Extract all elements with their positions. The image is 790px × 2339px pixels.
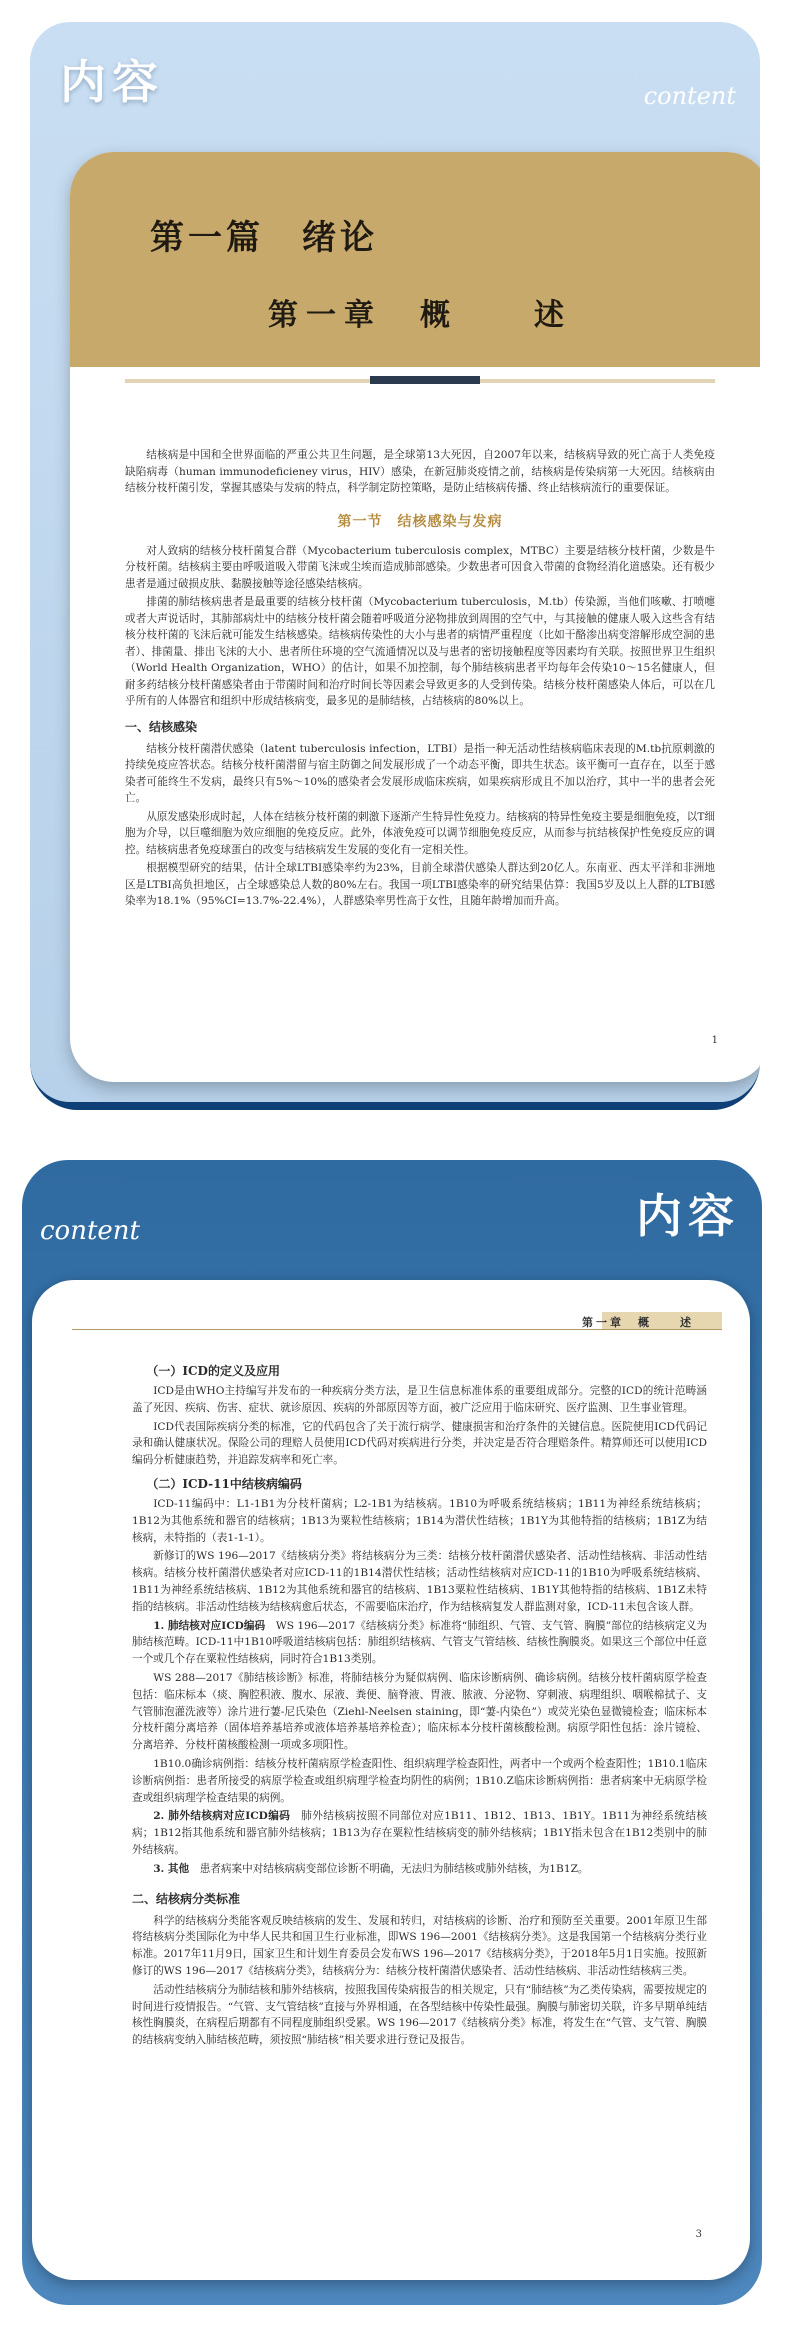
running-head [72,1312,722,1332]
paragraph: 从原发感染形成时起，人体在结核分枝杆菌的刺激下逐渐产生特异性免疫力。结核病的特异性免疫主要是细胞免疫，以T细胞为介导，以巨噬细胞为效应细胞的免疫反应。此外，体液免疫可以调节细胞免疫反应，从而参与抗结核保护性免疫反应的调控。结核病患者免疫球蛋白的改变与结核病发生发展的变化有一定相关性。 [125,810,715,856]
header-title-zh: 内容 [636,1189,740,1243]
paragraph: 1B10.0确诊病例指：结核分枝杆菌病原学检查阳性、组织病理学检查阳性，两者中一个或两个检查阳性；1B10.1临床诊断病例指：患者所接受的病原学检查或组织病理学检查均阴性的病例；1B10.Z临床诊断病例指：患者病案中无病原学检查或组织病理学检查结果的病例。 [132,1757,707,1804]
part-title: 第一篇 绪论 [150,218,378,258]
book-page-3 [32,1280,750,2280]
paragraph: 科学的结核病分类能客观反映结核病的发生、发展和转归，对结核病的诊断、治疗和预防至关重要。2001年原卫生部将结核病分类国际化为中华人民共和国卫生行业标准，即WS 196—2001《结核病分类》。这是我国第一个结核病分类行业标准。2017年11月9日，国家卫生和计划生育委员会发布WS 196—2017《结核病分类》，于2018年5月1日实施。按照新修订的WS 196—2017《结核病分类》，结核病分为：结核分枝杆菌潜伏感染者、活动性结核病、非活动性结核病三类。 [132,1914,707,1977]
paragraph [132,1808,707,1858]
header-title-en: content [643,82,736,110]
paragraph-text: 肺外结核病按照不同部位对应1B11、1B12、1B13、1B1Y。1B11为神经系统结核病；1B12指其他系统和器官肺外结核病；1B13为存在粟粒性结核病变的肺外结核病；1B1Y指未包含在1B12类别中的肺外结核病。 [132,1810,708,1856]
page-body [125,447,715,912]
header-title-zh: 内容 [60,55,164,109]
paragraph-text: 患者病案中对结核病病变部位诊断不明确，无法归为肺结核或肺外结核，为1B1Z。 [199,1862,589,1875]
paragraph: WS 288—2017《肺结核诊断》标准，将肺结核分为疑似病例、临床诊断病例、确诊病例。结核分枝杆菌病原学检查包括：临床标本（痰、胸腔积液、腹水、尿液、粪便、脑脊液、胃液、脓液、分泌物、穿刺液、病理组织、咽喉棉拭子、支气管肺泡灌洗液等）涂片进行萋-尼氏染色（Ziehl-Neelsen staining，即“萋-内染色”）或荧光染色显微镜检查；临床标本分枝杆菌分离培养（固体培养基培养或液体培养基培养检查）；临床标本分枝杆菌核酸检测。病原学阳性包括：涂片镜检、分离培养、分枝杆菌核酸检测一项或多项阳性。 [132,1671,707,1752]
paragraph-label: 2. 肺外结核病对应ICD编码 [153,1810,291,1823]
paragraph: 对人致病的结核分枝杆菌复合群（Mycobacterium tuberculosis complex，MTBC）主要是结核分枝杆菌，少数是牛分枝杆菌。结核病主要由呼吸道吸入带菌飞沫或尘埃而造成肺部感染。少数患者可因食入带菌的食物经消化道感染。还有极少患者是通过破损皮肤、黏膜接触等途径感染结核病。 [125,544,715,590]
paragraph-label: 1. 肺结核对应ICD编码 [153,1619,266,1632]
paragraph: 排菌的肺结核病患者是最重要的结核分枝杆菌（Mycobacterium tuberculosis，M.tb）传染源，当他们咳嗽、打喷嚏或者大声说话时，其肺部病灶中的结核分枝杆菌会随着呼吸道分泌物排放到周围的空气中，与其接触的健康人吸入这些含有结核分枝杆菌的飞沫后就可能发生结核感染。结核病传染性的大小与患者的病情严重程度（比如干酪渗出病变溶解形成空洞的患者）、排菌量、排出飞沫的大小、患者所住环境的空气流通情况以及与患者的密切接触程度等因素均有关联。按照世界卫生组织（World Health Organization，WHO）的估计，如果不加控制，每个肺结核病患者平均每年会传染10～15名健康人，但耐多药结核分枝杆菌感染者由于带菌时间和治疗时间长等因素会导致更多的人受到传染。结核分枝杆菌感染人体后，可以在几乎所有的人体器官和组织中形成结核病变，最多见的是肺结核，占结核病的80%以上。 [125,596,715,707]
chapter-header-band [70,152,760,367]
paragraph: ICD代表国际疾病分类的标准，它的代码包含了关于流行病学、健康损害和治疗条件的关键信息。医院使用ICD代码记录和确认健康状况。保险公司的理赔人员使用ICD代码对疾病进行分类，并决定是否符合理赔条件。精算师还可以使用ICD编码分析健康趋势，并追踪发病率和死亡率。 [132,1420,707,1467]
header-title-en: content [40,1216,140,1246]
subsection-title: （二）ICD-11中结核病编码 [146,1476,302,1491]
page-number: 1 [711,1035,718,1046]
paragraph: 活动性结核病分为肺结核和肺外结核病，按照我国传染病报告的相关规定，只有“肺结核”为乙类传染病，需要按规定的时间进行疫情报告。“气管、支气管结核”直接与外界相通，在各型结核中传染性最强。胸膜与肺密切关联，许多早期单纯结核性胸膜炎，在病程后期都有不同程度肺组织受累。WS 196—2017《结核病分类》标准，将发生在“气管、支气管、胸膜的结核病变纳入肺结核范畴，须按照“肺结核”相关要求进行登记及报告。 [132,1983,707,2047]
intro-paragraph: 结核病是中国和全世界面临的严重公共卫生问题，是全球第13大死因，自2007年以来，结核病导致的死亡高于人类免疫缺陷病毒（human immunodeficieney virus，HIV）感染，在新冠肺炎疫情之前，结核病是传染病第一大死因。结核病由结核分枝杆菌引发，掌握其感染与发病的特点，科学制定防控策略，是防止结核病传播、终止结核病流行的重要保证。 [125,449,715,494]
divider-accent [370,376,480,384]
paragraph [132,1618,707,1668]
running-head-text: 第一章 概 述 [582,1316,694,1329]
paragraph-label: 3. 其他 [153,1862,190,1875]
section-title: 二、结核病分类标准 [132,1891,241,1906]
paragraph: 结核分枝杆菌潜伏感染（latent tuberculosis infection，LTBI）是指一种无活动性结核病临床表现的M.tb抗原刺激的持续免疫应答状态。结核分枝杆菌潜留与宿主防御之间发展形成了一个动态平衡，即共生状态。该平衡可一直存在，以至于感染者可能终生不发病，最终只有5%～10%的感染者会发展形成临床疾病，如果疾病形成且不加以治疗，其中一半的患者会死亡。 [125,742,715,804]
paragraph [132,1861,707,1878]
page-number: 3 [695,2229,702,2240]
section-title: 第一节 结核感染与发病 [337,513,503,530]
page-body [132,1356,707,2051]
subsection-title: 一、结核感染 [125,719,198,734]
paragraph: 根据模型研究的结果，估计全球LTBI感染率约为23%，目前全球潜伏感染人群达到20亿人。东南亚、西太平洋和非洲地区是LTBI高负担地区，占全球感染总人数的80%左右。我国一项LTBI感染率的研究结果估算：我国5岁及以上人群的LTBI感染率为18.1%（95%CI=13.7%-22.4%），人群感染率男性高于女性，且随年龄增加而升高。 [125,862,715,907]
paragraph: ICD-11编码中：L1-1B1为分枝杆菌病；L2-1B1为结核病。1B10为呼吸系统结核病；1B11为神经系统结核病；1B12为其他系统和器官的结核病；1B13为粟粒性结核病；1B14为潜伏性结核；1B1Y为其他特指的结核病；1B1Z为结核病，未特指的（表1-1-1）。 [132,1497,707,1544]
paragraph: ICD是由WHO主持编写并发布的一种疾病分类方法，是卫生信息标准体系的重要组成部分。完整的ICD的统计范畴涵盖了死因、疾病、伤害、症状、就诊原因、疾病的外部原因等方面，被广泛应用于临床研究、医疗监测、卫生事业管理。 [132,1385,707,1414]
book-page-1 [70,152,760,1082]
subsection-title: （一）ICD的定义及应用 [146,1364,280,1378]
paragraph: 新修订的WS 196—2017《结核病分类》将结核病分为三类：结核分枝杆菌潜伏感染者、活动性结核病、非活动性结核病。结核分枝杆菌潜伏感染者对应ICD-11的1B14潜伏性结核；活动性结核病对应ICD-11的1B10为呼吸系统结核病、1B11为神经系统结核病、1B12为其他系统和器官的结核病、1B13粟粒性结核病、1B1Y其他特指的结核病、1B1Z未特指的结核病。非活动性结核为结核病愈后状态，不需要临床治疗，作为结核病复发人群监测对象，ICD-11未包含该人群。 [132,1550,707,1613]
chapter-title: 第一章 概 述 [268,298,572,333]
content-card-1 [30,22,760,1102]
content-card-2 [22,1160,762,2305]
paragraph-text: WS 196—2017《结核病分类》标准将“肺组织、气管、支气管、胸膜”部位的结核病定义为肺结核范畴。ICD-11中1B10呼吸道结核病包括：肺组织结核病、气管支气管结核、结核性胸膜炎。如果这三个部位中任意一个或几个存在粟粒性结核病，同时符合1B13类别。 [132,1619,707,1666]
